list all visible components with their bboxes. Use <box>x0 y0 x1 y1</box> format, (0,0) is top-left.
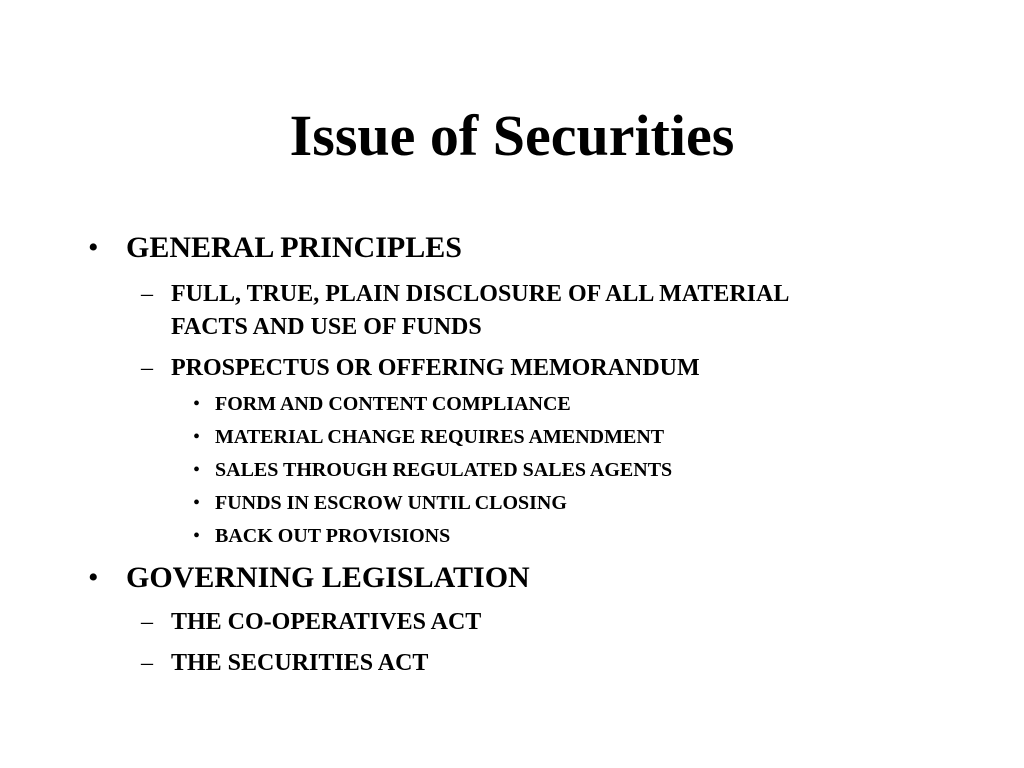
subitem-disclosure-continued <box>171 310 482 344</box>
dash-marker: – <box>141 650 153 676</box>
bullet-marker: • <box>193 426 201 448</box>
detail-item-label: BACK OUT PROVISIONS <box>215 525 451 547</box>
bullet-marker: • <box>88 561 99 594</box>
detail-item-escrow <box>193 491 567 515</box>
detail-item-back-out <box>193 524 451 548</box>
subitem-cooperatives-act <box>141 605 482 639</box>
subitem-label: THE CO-OPERATIVES ACT <box>171 609 482 635</box>
bullet-item-general-principles <box>88 231 462 265</box>
dash-marker: – <box>141 609 153 635</box>
bullet-item-label: GENERAL PRINCIPLES <box>126 231 462 264</box>
subitem-prospectus <box>141 351 700 385</box>
subitem-label: THE SECURITIES ACT <box>171 650 429 676</box>
bullet-marker: • <box>88 231 99 264</box>
subitem-disclosure <box>141 277 790 311</box>
bullet-marker: • <box>193 525 201 547</box>
bullet-item-governing-legislation <box>88 561 530 595</box>
slide-title: Issue of Securities <box>289 103 735 168</box>
dash-marker: – <box>141 281 153 307</box>
subitem-label-line2: FACTS AND USE OF FUNDS <box>171 314 482 340</box>
subitem-label: PROSPECTUS OR OFFERING MEMORANDUM <box>171 355 700 381</box>
subitem-securities-act <box>141 646 429 680</box>
bullet-marker: • <box>193 459 201 481</box>
detail-item-form-content <box>193 392 571 416</box>
detail-item-label: SALES THROUGH REGULATED SALES AGENTS <box>215 459 673 481</box>
detail-item-material-change <box>193 425 665 449</box>
detail-item-sales-agents <box>193 458 673 482</box>
detail-item-label: FORM AND CONTENT COMPLIANCE <box>215 393 571 415</box>
subitem-label-line1: FULL, TRUE, PLAIN DISCLOSURE OF ALL MATERIAL <box>171 281 790 307</box>
bullet-item-label: GOVERNING LEGISLATION <box>126 561 530 594</box>
detail-item-label: MATERIAL CHANGE REQUIRES AMENDMENT <box>215 426 665 448</box>
detail-item-label: FUNDS IN ESCROW UNTIL CLOSING <box>215 492 567 514</box>
bullet-marker: • <box>193 492 201 514</box>
bullet-marker: • <box>193 393 201 415</box>
dash-marker: – <box>141 355 153 381</box>
